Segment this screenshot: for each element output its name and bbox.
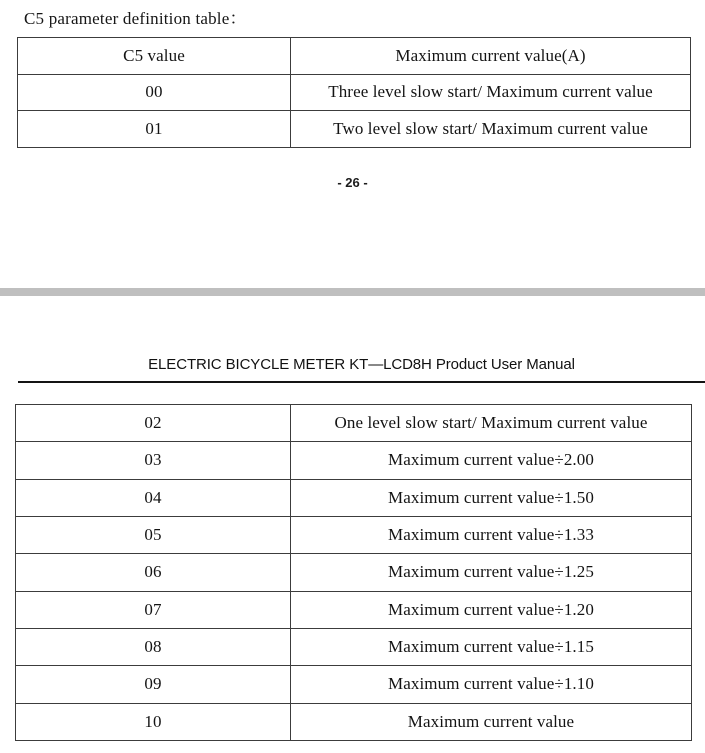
cell-description: Maximum current value÷1.20 xyxy=(291,591,692,628)
table-row xyxy=(18,111,691,148)
c5-table-part2 xyxy=(15,404,692,741)
cell-description: Two level slow start/ Maximum current value xyxy=(291,111,691,148)
page-number: - 26 - xyxy=(337,175,368,190)
header-rule-divider xyxy=(18,381,705,383)
table-row xyxy=(16,516,692,553)
cell-c5-value: 01 xyxy=(18,111,291,148)
cell-c5-value: 09 xyxy=(16,666,291,703)
cell-c5-value: 10 xyxy=(16,703,291,740)
cell-description: Maximum current value÷1.15 xyxy=(291,628,692,665)
table-row xyxy=(16,666,692,703)
table-row xyxy=(16,442,692,479)
section-title: C5 parameter definition table： xyxy=(24,9,247,28)
page-separator xyxy=(0,288,705,296)
cell-c5-value: 06 xyxy=(16,554,291,591)
cell-c5-value: 05 xyxy=(16,516,291,553)
table-row xyxy=(16,628,692,665)
table-row xyxy=(16,554,692,591)
table-row xyxy=(18,74,691,111)
table-header-row xyxy=(18,38,691,75)
table-row xyxy=(16,405,692,442)
cell-description: Maximum current value xyxy=(291,703,692,740)
cell-c5-value: 04 xyxy=(16,479,291,516)
cell-c5-value: 07 xyxy=(16,591,291,628)
table-row xyxy=(16,703,692,740)
table-row xyxy=(16,591,692,628)
cell-description: Maximum current value÷1.50 xyxy=(291,479,692,516)
cell-description: Three level slow start/ Maximum current value xyxy=(291,74,691,111)
cell-c5-value: 08 xyxy=(16,628,291,665)
header-cell-max-current: Maximum current value(A) xyxy=(291,38,691,75)
cell-description: Maximum current value÷2.00 xyxy=(291,442,692,479)
cell-description: Maximum current value÷1.25 xyxy=(291,554,692,591)
running-header: ELECTRIC BICYCLE METER KT—LCD8H Product User Manual xyxy=(148,356,575,373)
cell-description: One level slow start/ Maximum current value xyxy=(291,405,692,442)
c5-table-part1 xyxy=(17,37,691,148)
cell-description: Maximum current value÷1.33 xyxy=(291,516,692,553)
cell-c5-value: 02 xyxy=(16,405,291,442)
header-cell-c5-value: C5 value xyxy=(18,38,291,75)
cell-c5-value: 03 xyxy=(16,442,291,479)
table-row xyxy=(16,479,692,516)
cell-c5-value: 00 xyxy=(18,74,291,111)
cell-description: Maximum current value÷1.10 xyxy=(291,666,692,703)
